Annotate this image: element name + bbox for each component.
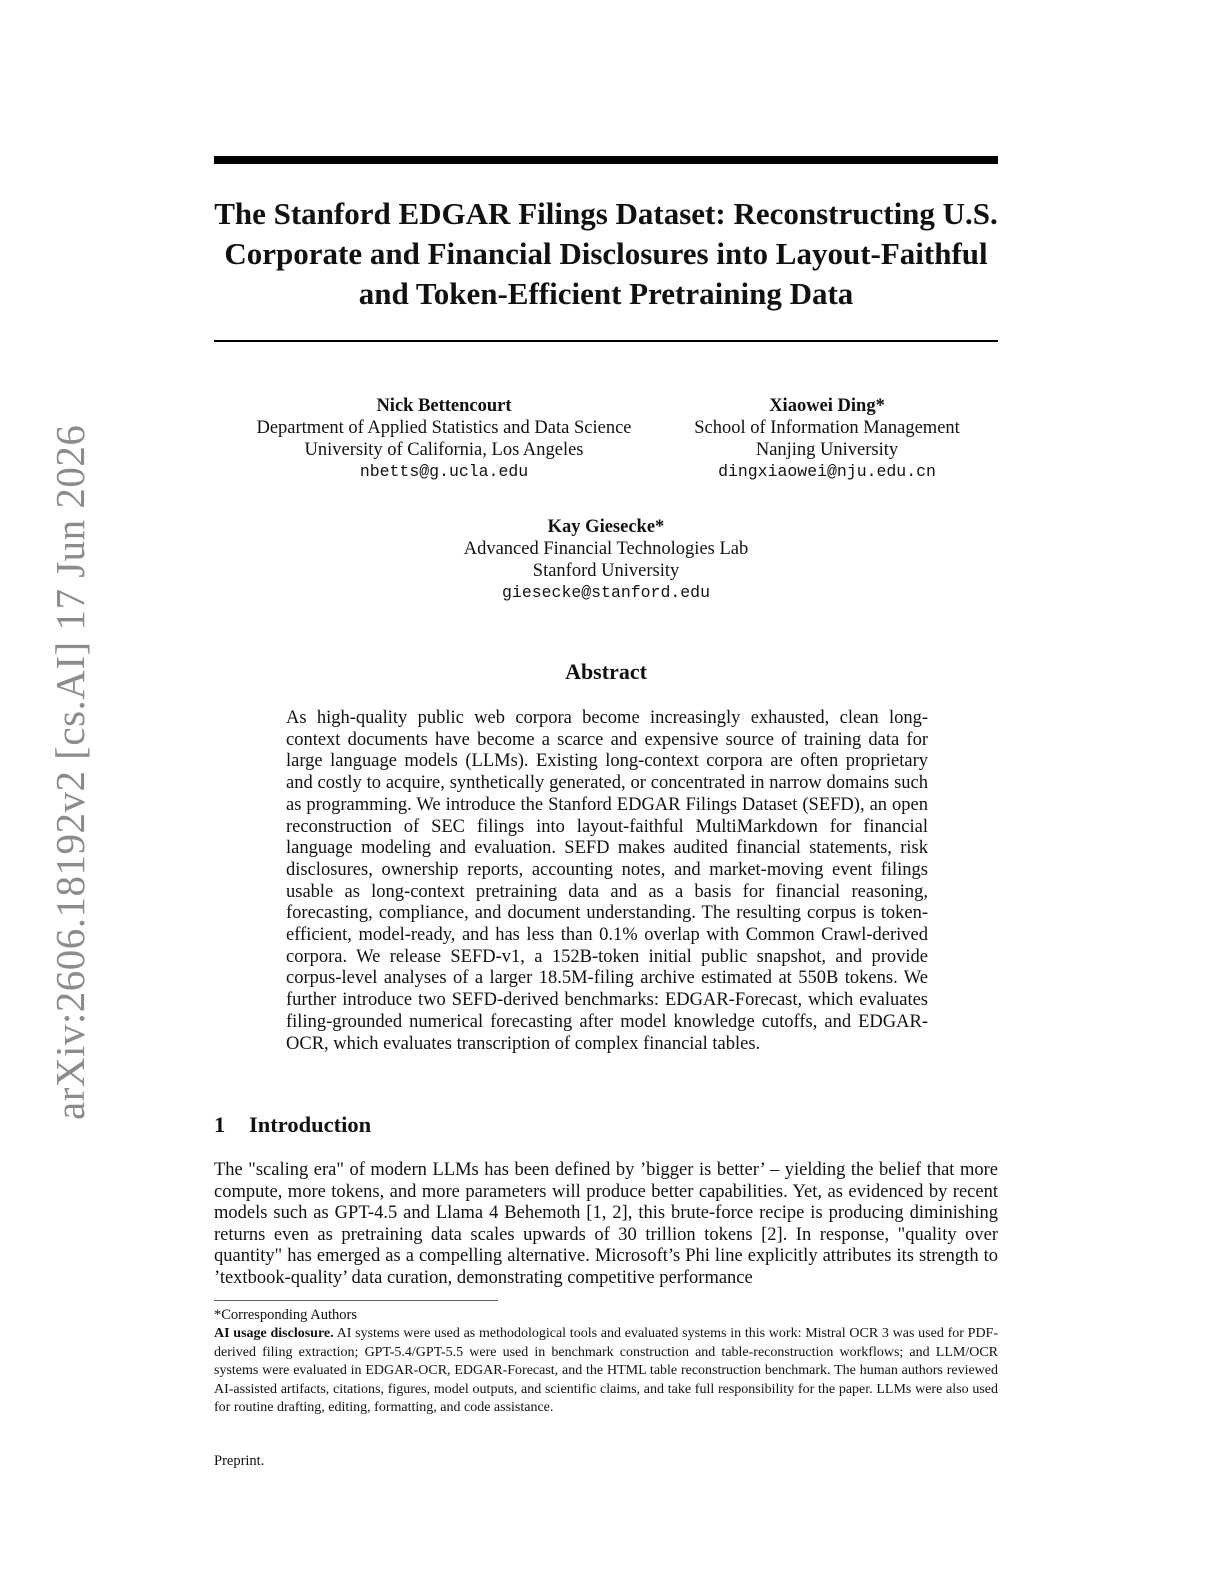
author-block	[406, 516, 806, 604]
footnote-corresponding-authors: *Corresponding Authors	[214, 1307, 357, 1323]
ai-disclosure-text: AI systems were used as methodological tools and evaluated systems in this work: Mistral OCR 3 was used for PDF-derived filing extraction; GPT-5.4/GPT-5.5 were used in benchmark construction and table-reconstruction workflows; and LLM/OCR systems were evaluated in EDGAR-OCR, EDGAR-Forecast, and the HTML table reconstruction benchmark. The human authors reviewed AI-assisted artifacts, citations, figures, model outputs, and scientific claims, and take full responsibility for the paper. LLMs were also used for routine drafting, editing, formatting, and code assistance.	[214, 1326, 999, 1416]
author-name: Xiaowei Ding*	[769, 396, 885, 416]
title-rule-bottom	[214, 340, 998, 342]
abstract-heading: Abstract	[565, 659, 647, 684]
arxiv-identifier-stamp: arXiv:2606.18192v2 [cs.AI] 17 Jun 2026	[47, 424, 93, 1120]
author-department: Advanced Financial Technologies Lab	[463, 539, 749, 559]
author-institution: University of California, Los Angeles	[304, 440, 584, 460]
section-title: Introduction	[249, 1112, 372, 1137]
author-name: Kay Giesecke*	[547, 517, 665, 537]
section-heading	[214, 1111, 998, 1139]
author-email[interactable]: dingxiaowei@nju.edu.cn	[718, 462, 936, 481]
author-institution: Nanjing University	[755, 440, 899, 460]
ai-disclosure-label: AI usage disclosure.	[214, 1326, 334, 1341]
title-rule-top	[214, 156, 998, 164]
author-institution: Stanford University	[532, 561, 680, 581]
author-department: School of Information Management	[694, 418, 960, 438]
author-name: Nick Bettencourt	[376, 396, 512, 416]
author-email[interactable]: giesecke@stanford.edu	[502, 583, 710, 602]
footnote-rule	[214, 1300, 498, 1301]
footnote-ai-disclosure	[214, 1325, 998, 1418]
author-department: Department of Applied Statistics and Data Science	[256, 418, 632, 438]
introduction-text: The "scaling era" of modern LLMs has been defined by ’bigger is better’ – yielding the belief that more compute, more tokens, and more parameters will produce better capabilities. Yet, as evidenced by recent models such as GPT-4.5 and Llama 4 Behemoth [1, 2], this brute-force recipe is producing diminishing returns even as pretraining data scales upwards of 30 trillion tokens [2]. In response, "quality over quantity" has emerged as a compelling alternative. Microsoft’s Phi line explicitly attributes its strength to ’textbook-quality’ data curation, demonstrating competitive performance	[214, 1160, 998, 1288]
paper-title: The Stanford EDGAR Filings Dataset: Reconstructing U.S. Corporate and Financial Disclosures into Layout-Faithful and Token-Efficient Pretraining Data	[214, 196, 998, 311]
author-email[interactable]: nbetts@g.ucla.edu	[359, 462, 529, 481]
author-block	[224, 395, 664, 483]
preprint-label: Preprint.	[214, 1453, 265, 1469]
abstract-text: As high-quality public web corpora become increasingly exhausted, clean long-context documents have become a scarce and expensive source of training data for large language models (LLMs). Existing long-context corpora are often proprietary and costly to acquire, synthetically generated, or concentrated in narrow domains such as programming. We introduce the Stanford EDGAR Filings Dataset (SEFD), an open reconstruction of SEC filings into layout-faithful MultiMarkdown for financial language modeling and evaluation. SEFD makes audited financial statements, risk disclosures, ownership reports, accounting notes, and market-moving event filings usable as long-context pretraining data and as a basis for financial reasoning, forecasting, compliance, and document understanding. The resulting corpus is token-efficient, model-ready, and has less than 0.1% overlap with Common Crawl-derived corpora. We release SEFD-v1, a 152B-token initial public snapshot, and provide corpus-level analyses of a larger 18.5M-filing archive estimated at 550B tokens. We further introduce two SEFD-derived benchmarks: EDGAR-Forecast, which evaluates filing-grounded numerical forecasting after model knowledge cutoffs, and EDGAR-OCR, which evaluates transcription of complex financial tables.	[286, 708, 928, 1054]
section-number: 1	[214, 1112, 226, 1137]
author-block	[666, 395, 988, 483]
